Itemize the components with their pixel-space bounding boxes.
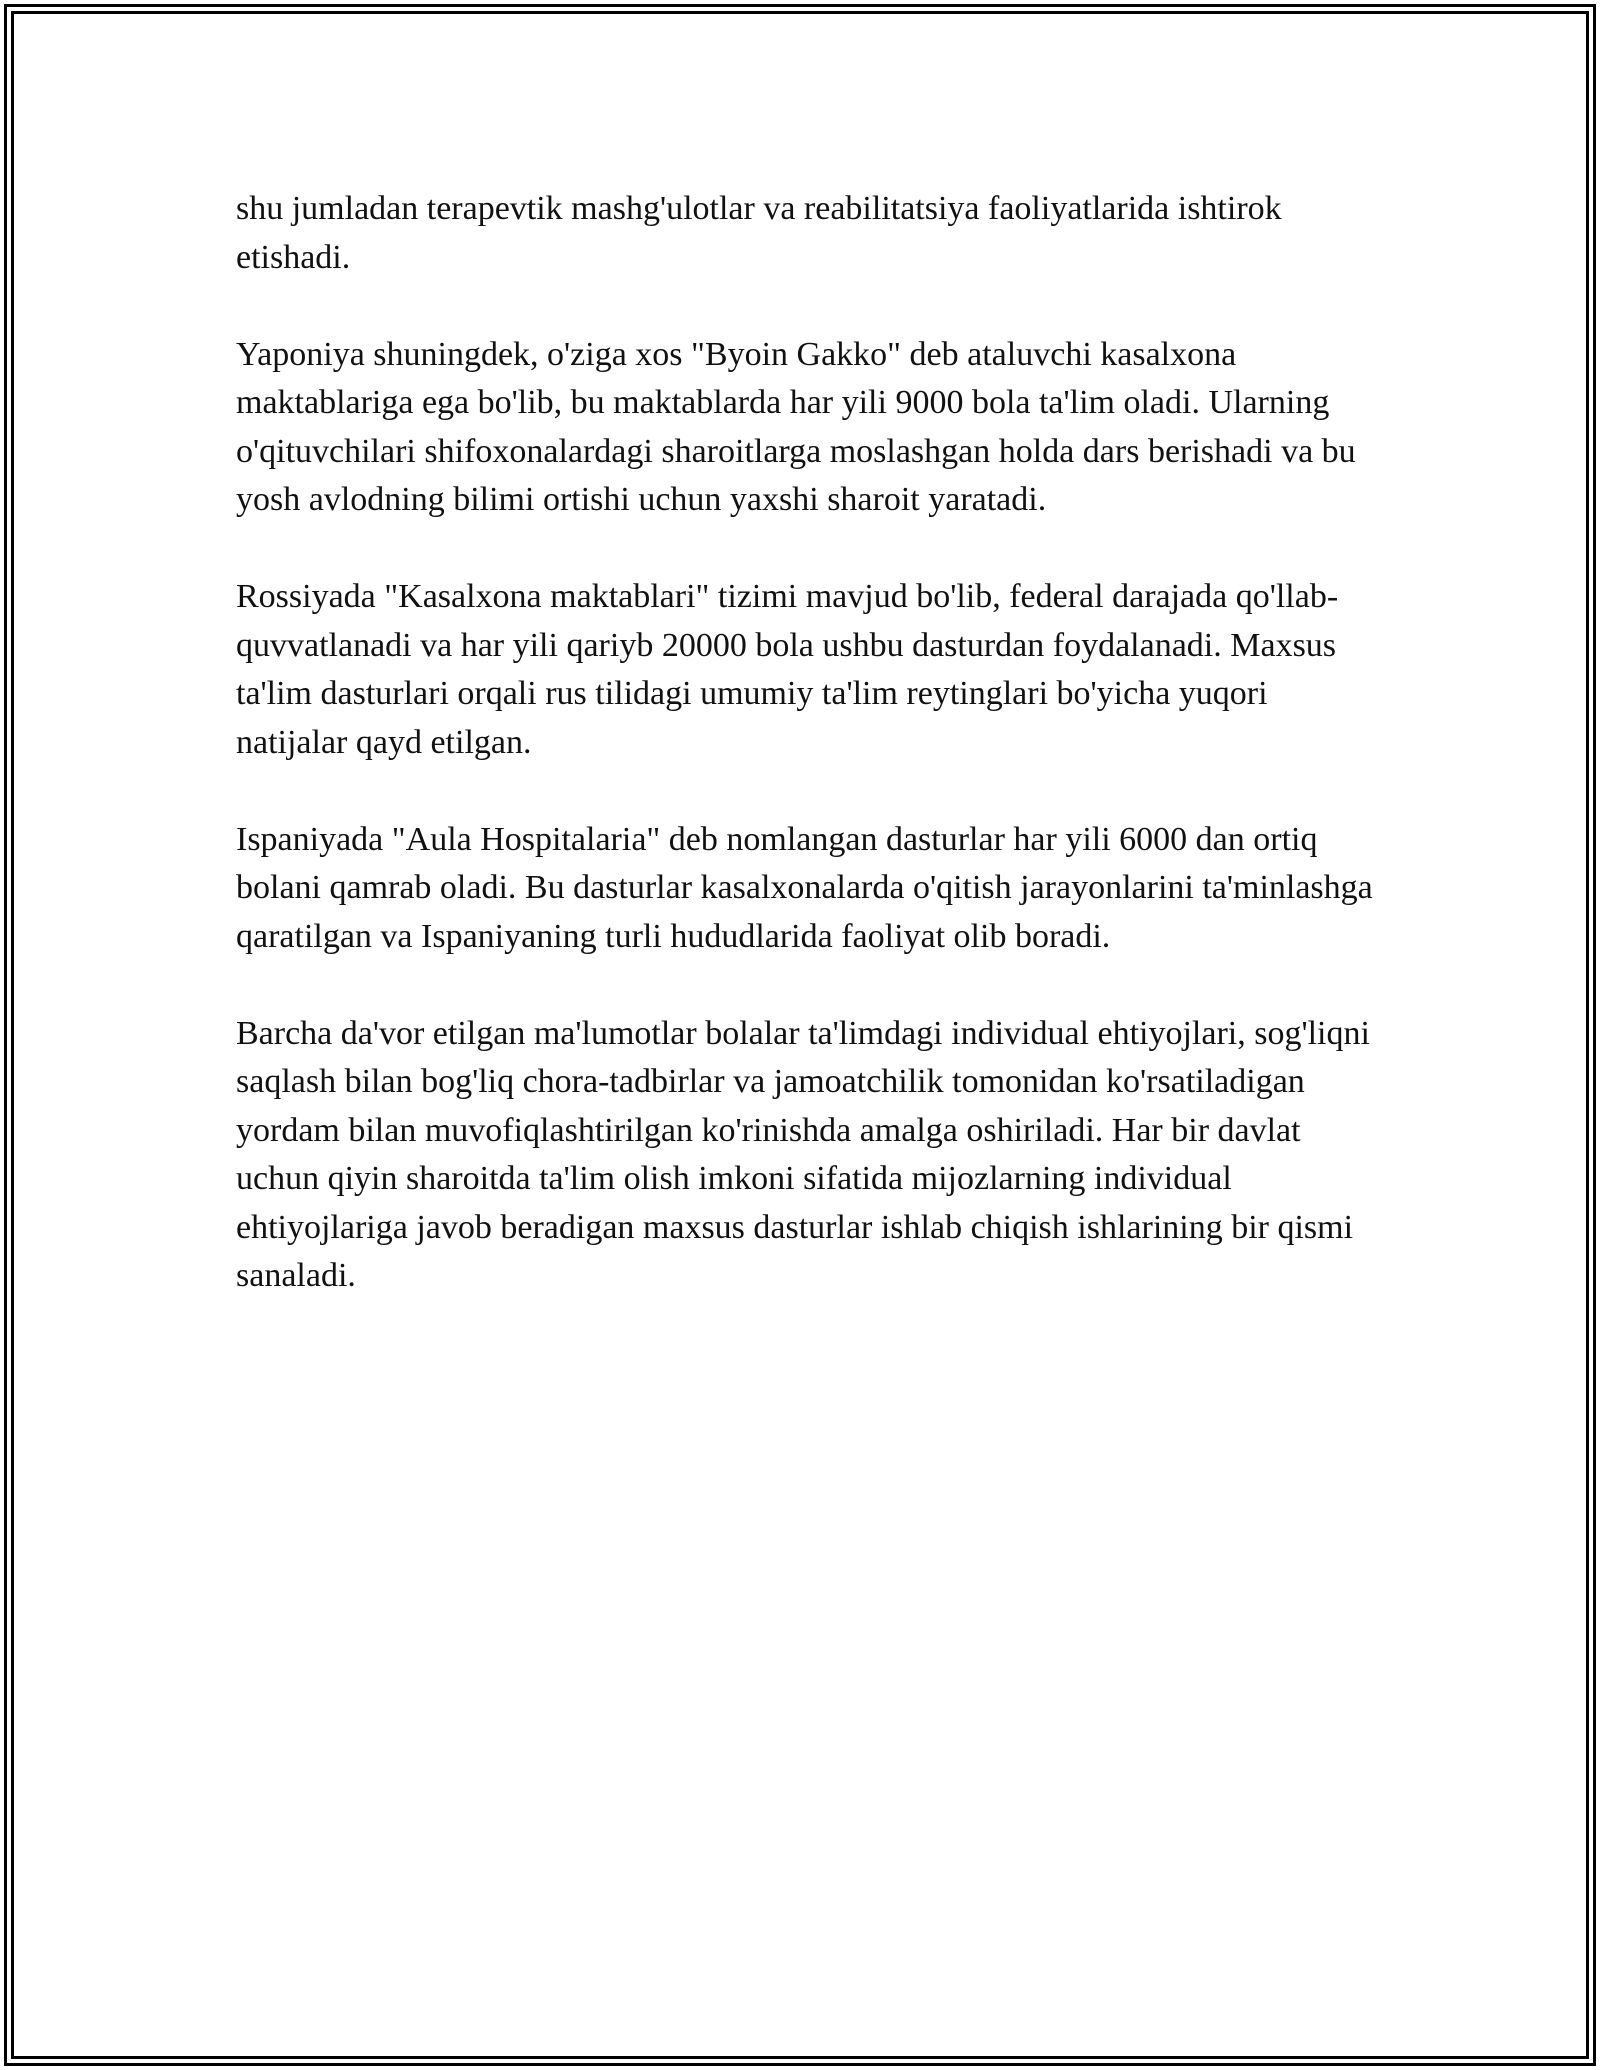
paragraph-spain: Ispaniyada "Aula Hospitalaria" deb nomlangan dasturlar har yili 6000 dan ortiq bolani qamrab oladi. Bu dasturlar kasalxonalarda o'qitish jarayonlarini ta'minlashga qaratilgan va Ispaniyaning turli hududlarida faoliyat olib boradi.: [236, 820, 1373, 955]
paragraph-therapy: shu jumladan terapevtik mashg'ulotlar va reabilitatsiya faoliyatlarida ishtirok etishadi.: [236, 190, 1282, 276]
paragraph-russia: Rossiyada "Kasalxona maktablari" tizimi mavjud bo'lib, federal darajada qo'llab-quvvatlanadi va har yili qariyb 20000 bola ushbu dasturdan foydalanadi. Maxsus ta'lim dasturlari orqali rus tilidagi umumiy ta'lim reytinglari bo'yicha yuqori natijalar qayd etilgan.: [236, 578, 1339, 761]
paragraph-japan: Yaponiya shuningdek, o'ziga xos "Byoin Gakko" deb ataluvchi kasalxona maktablariga ega bo'lib, bu maktablarda har yili 9000 bola ta'lim oladi. Ularning o'qituvchilari shifoxonalardagi sharoitlarga moslashgan holda dars berishadi va bu yosh avlodning bilimi ortishi uchun yaxshi sharoit yaratadi.: [236, 335, 1356, 518]
paragraph-summary: Barcha da'vor etilgan ma'lumotlar bolalar ta'limdagi individual ehtiyojlari, sog'liqni saqlash bilan bog'liq chora-tadbirlar va jamoatchilik tomonidan ko'rsatiladigan yordam bilan muvofiqlashtirilgan ko'rinishda amalga oshiriladi. Har bir davlat uchun qiyin sharoitda ta'lim olish imkoni sifatida mijozlarning individual ehtiyojlariga javob beradigan maxsus dasturlar ishlab chiqish ishlarining bir qismi sanaladi.: [236, 1014, 1370, 1294]
document-body: [236, 185, 1376, 1349]
